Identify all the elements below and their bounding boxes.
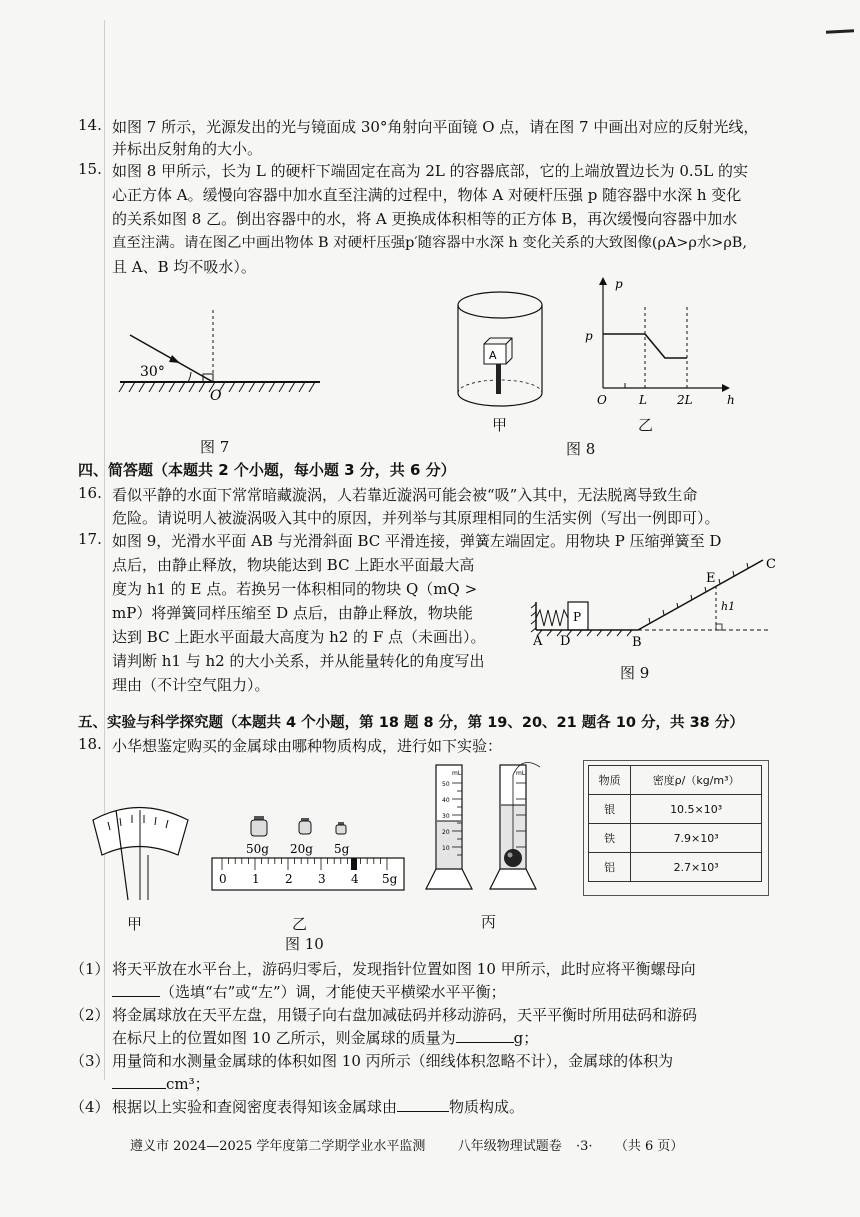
cube-a-label: A (489, 349, 497, 362)
question-text-line: 直至注满。请在图乙中画出物体 B 对硬杆压强p′随容器中水深 h 变化关系的大致图像(ρA>ρ水>ρB, (112, 235, 747, 251)
point-d-label: D (560, 634, 571, 649)
weight-label: 5g (334, 842, 350, 856)
table-cell: 铁 (589, 824, 631, 853)
sub-question-text: g； (513, 1029, 539, 1047)
question-number: 17. (78, 530, 102, 548)
question-text-line: 请判断 h1 与 h2 的大小关系，并从能量转化的角度写出 (112, 652, 485, 670)
sub-question-text-line (112, 1096, 524, 1118)
figure-10-caption: 图 10 (285, 935, 324, 953)
figure-8-caption: 图 8 (566, 440, 596, 458)
figure-10-yi-label: 乙 (292, 915, 308, 933)
point-o-label: O (210, 388, 222, 404)
table-cell: 10.5×10³ (631, 795, 762, 824)
figure-7-caption: 图 7 (200, 438, 230, 456)
question-text-line: 理由（不计空气阻力）。 (112, 676, 270, 694)
sub-question-text-line2 (112, 1073, 210, 1095)
figure-10-measuring-cylinders (422, 755, 552, 895)
sub-question-text: cm³； (166, 1075, 210, 1093)
point-e-label: E (706, 571, 716, 586)
sub-question-text: 根据以上实验和查阅密度表得知该金属球由 (112, 1098, 398, 1116)
sub-question-text: 在标尺上的位置如图 10 乙所示，则金属球的质量为 (112, 1029, 456, 1047)
margin-rule (104, 20, 105, 1080)
question-text-line: 如图 9，光滑水平面 AB 与光滑斜面 BC 平滑连接，弹簧左端固定。用物块 P 压缩弹簧至 D (112, 532, 722, 550)
ruler-tick-label: 5g (382, 872, 398, 886)
question-text-line: 并标出反射角的大小。 (112, 140, 263, 158)
weight-label: 20g (290, 842, 313, 856)
ruler-tick-label: 4 (351, 872, 359, 886)
question-text-line: 的关系如图 8 乙。倒出容器中的水，将 A 更换成体积相等的正方体 B，再次缓慢向容器中加水 (112, 210, 738, 228)
footer-total-pages: （共 6 页） (614, 1139, 684, 1154)
table-cell: 7.9×10³ (631, 824, 762, 853)
page-footer (130, 1135, 683, 1154)
cylinder-tick-label: 10 (442, 845, 450, 852)
question-text-line: 看似平静的水面下常常暗藏漩涡，人若靠近漩涡可能会被“吸”入其中，无法脱离导致生命 (112, 486, 698, 504)
sub-question-text: （选填“右”或“左”）调，才能使天平横梁水平平衡； (160, 983, 506, 1001)
figure-10-jia-label: 甲 (127, 915, 143, 933)
point-a-label: A (533, 634, 543, 649)
question-number: 14. (78, 116, 102, 134)
question-text-line: 且 A、B 均不吸水）。 (112, 258, 256, 276)
figure-10-bing-label: 丙 (481, 913, 497, 931)
question-text-line: 危险。请说明人被漩涡吸入其中的原因，并列举与其原理相同的生活实例（写出一例即可）。 (112, 509, 720, 527)
figure-9-spring-incline (528, 552, 788, 652)
figure-10-balance-pointer (88, 800, 198, 910)
sub-question-text: 将金属球放在天平左盘，用镊子向右盘加减砝码并移动游码，天平平衡时所用砝码和游码 (112, 1006, 698, 1024)
section-5-title: 五、实验与科学探究题（本题共 4 个小题，第 18 题 8 分，第 19、20、21 题各 10 分，共 38 分） (78, 715, 744, 731)
sub-question-text-line2 (112, 981, 506, 1003)
table-row (589, 824, 762, 853)
scan-mark (826, 29, 854, 33)
question-number: 15. (78, 160, 102, 178)
table-header-cell: 物质 (589, 766, 631, 795)
question-text-line: 如图 8 甲所示，长为 L 的硬杆下端固定在高为 2L 的容器底部，它的上端放置边长为 0.5L 的实 (112, 162, 748, 180)
footer-exam-name: 遵义市 2024—2025 学年度第二学期学业水平监测 (130, 1139, 426, 1154)
answer-blank[interactable] (112, 1074, 166, 1089)
sub-question-number: （3） (70, 1052, 110, 1070)
question-text-line: 点后，由静止释放，物块能达到 BC 上距水平面最大高 (112, 556, 475, 574)
cylinder-tick-label: 50 (442, 781, 450, 788)
origin-label: O (597, 393, 607, 407)
sub-question-number: （2） (70, 1006, 110, 1024)
sub-question-number: （1） (70, 960, 110, 978)
angle-label: 30° (140, 364, 165, 380)
table-cell: 2.7×10³ (631, 853, 762, 882)
tick-2l-label: 2L (677, 393, 693, 407)
question-number: 18. (78, 735, 102, 753)
answer-blank[interactable] (397, 1097, 449, 1112)
sub-question-number: （4） (70, 1098, 110, 1116)
x-axis-label: h (727, 393, 735, 407)
figure-8-pressure-graph (575, 270, 745, 410)
question-text-line: mP）将弹簧同样压缩至 D 点后，由静止释放，物块能 (112, 604, 473, 622)
figure-7-mirror-diagram (110, 300, 340, 430)
table-row (589, 853, 762, 882)
answer-blank[interactable] (112, 982, 160, 997)
point-c-label: C (766, 557, 776, 572)
sub-question-text: 用量筒和水测量金属球的体积如图 10 丙所示（细线体积忽略不计），金属球的体积为 (112, 1052, 674, 1070)
footer-page-number: ·3· (576, 1139, 593, 1154)
tick-l-label: L (639, 393, 647, 407)
cylinder-tick-label: 20 (442, 829, 450, 836)
cylinder-unit-label: mL (516, 770, 526, 777)
density-table (588, 765, 762, 882)
sub-question-text: 将天平放在水平台上，游码归零后，发现指针位置如图 10 甲所示，此时应将平衡螺母向 (112, 960, 696, 978)
y-mark-label: p (585, 329, 593, 343)
figure-8-container-diagram (450, 285, 550, 420)
question-text-line: 心正方体 A。缓慢向容器中加水直至注满的过程中，物体 A 对硬杆压强 p 随容器中水深 h 变化 (112, 186, 742, 204)
weight-label: 50g (246, 842, 269, 856)
question-number: 16. (78, 484, 102, 502)
footer-paper-name: 八年级物理试题卷 (457, 1139, 562, 1154)
table-header-cell: 密度ρ/（kg/m³） (631, 766, 762, 795)
ruler-tick-label: 0 (219, 872, 227, 886)
question-text-line: 度为 h1 的 E 点。若换另一体积相同的物块 Q（mQ > (112, 580, 478, 598)
sub-question-text-line2 (112, 1027, 538, 1049)
question-text-line: 达到 BC 上距水平面最大高度为 h2 的 F 点（未画出）。 (112, 628, 486, 646)
table-header-row (589, 766, 762, 795)
ruler-tick-label: 3 (318, 872, 326, 886)
table-cell: 铝 (589, 853, 631, 882)
question-18-text: 小华想鉴定购买的金属球由哪种物质构成，进行如下实验： (112, 737, 503, 755)
figure-8-jia-label: 甲 (492, 416, 508, 434)
block-p-label: P (573, 610, 582, 624)
cylinder-unit-label: mL (452, 770, 462, 777)
question-text-line: 如图 7 所示，光源发出的光与镜面成 30°角射向平面镜 O 点，请在图 7 中画出对应的反射光线， (112, 118, 759, 136)
cylinder-tick-label: 30 (442, 813, 450, 820)
point-b-label: B (632, 635, 642, 650)
figure-8-yi-label: 乙 (638, 416, 654, 434)
section-4-title: 四、简答题（本题共 2 个小题，每小题 3 分，共 6 分） (78, 461, 456, 479)
sub-question-text: 物质构成。 (449, 1098, 525, 1116)
y-axis-label: p (615, 277, 623, 291)
cylinder-tick-label: 40 (442, 797, 450, 804)
table-cell: 银 (589, 795, 631, 824)
answer-blank[interactable] (456, 1028, 514, 1043)
ruler-tick-label: 1 (252, 872, 260, 886)
figure-9-caption: 图 9 (620, 664, 650, 682)
ruler-tick-label: 2 (285, 872, 293, 886)
height-h1-label: h1 (721, 600, 736, 613)
table-row (589, 795, 762, 824)
figure-10-weights-ruler (210, 810, 410, 895)
